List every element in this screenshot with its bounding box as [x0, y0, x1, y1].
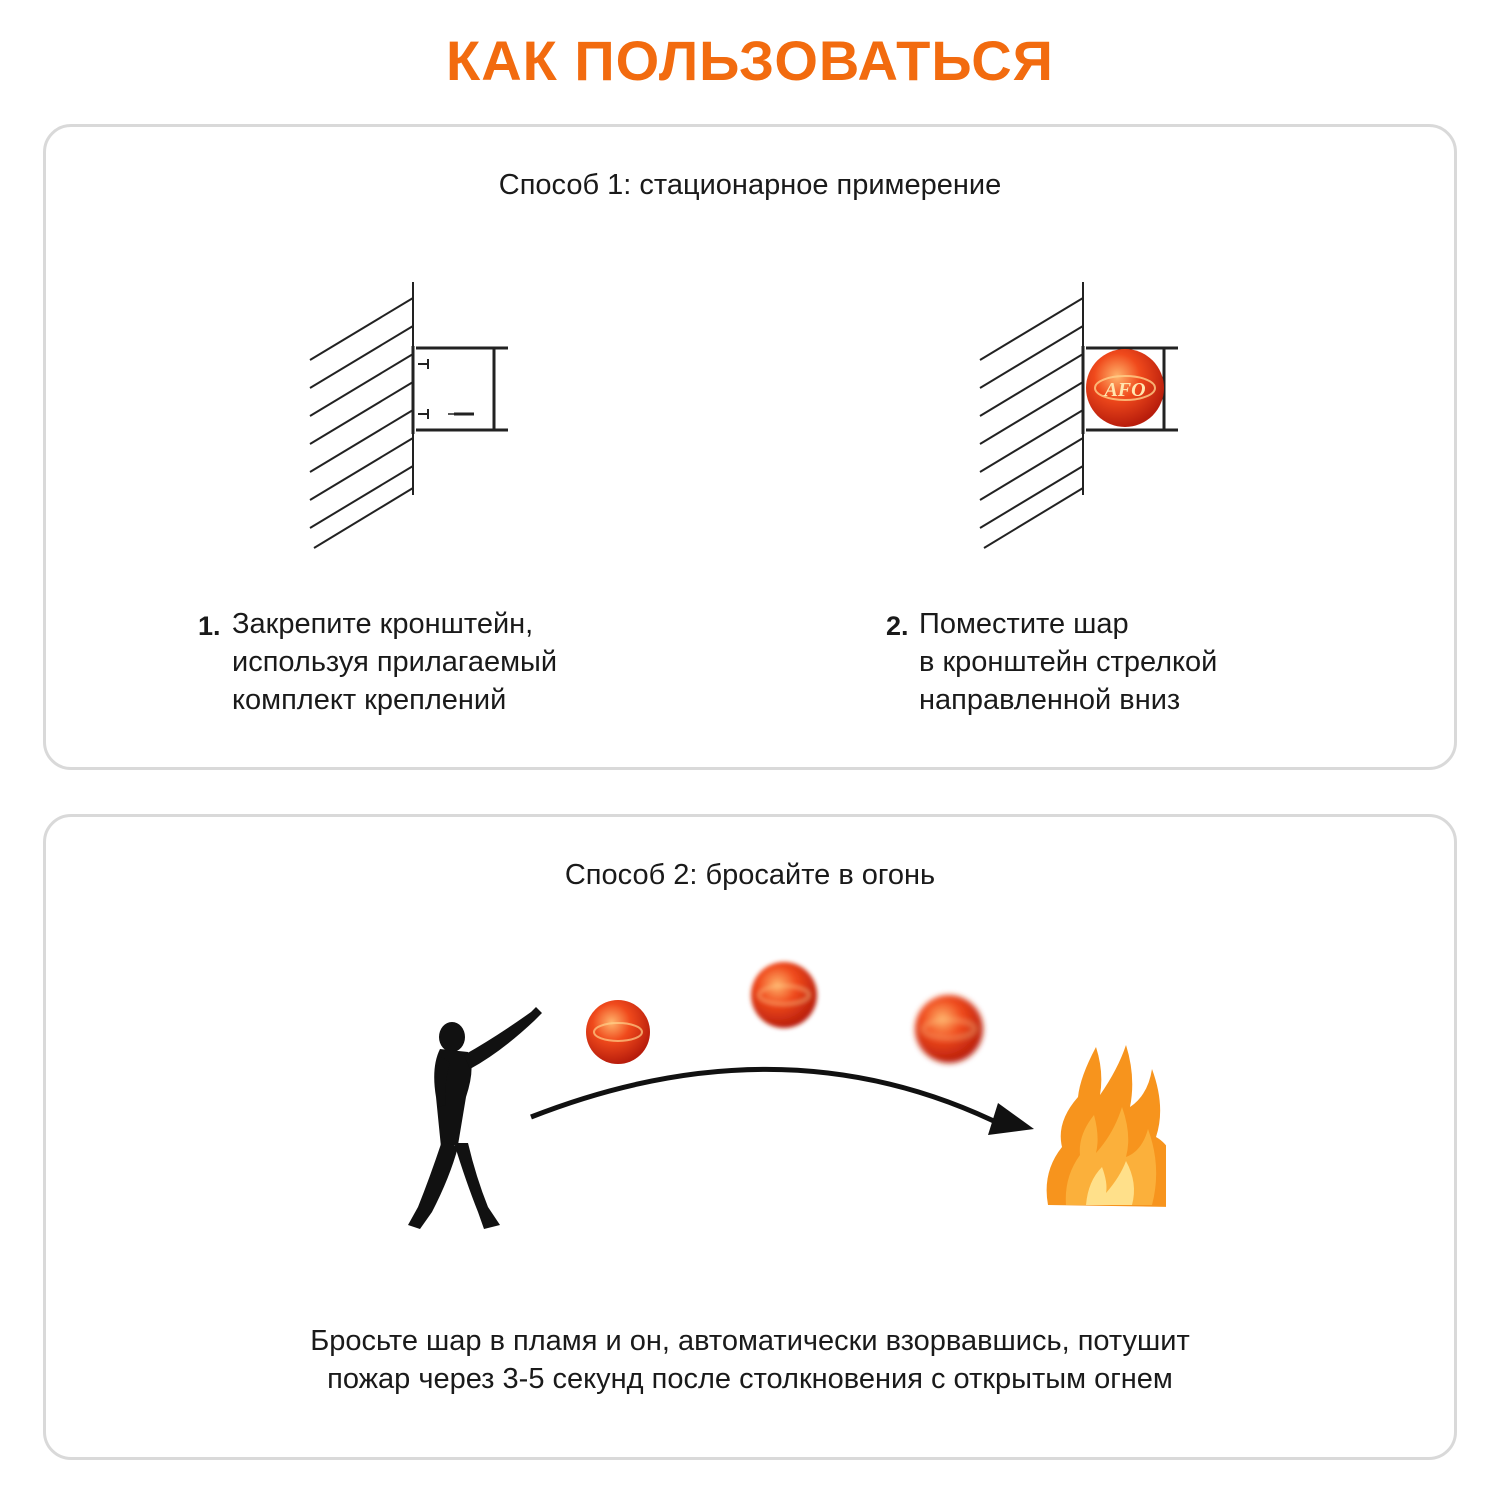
step-2-line-1: Поместите шар	[919, 608, 1129, 640]
step-1-line-3: комплект креплений	[232, 684, 507, 716]
method1-heading: Способ 1: стационарное примерение	[498, 169, 1002, 201]
flying-ball-2	[751, 962, 817, 1028]
step-2-number: 2.	[886, 611, 909, 641]
method2-panel	[43, 814, 1457, 1460]
step-2-line-2: в кронштейн стрелкой	[919, 646, 1218, 678]
caption-line-1: Бросьте шар в пламя и он, автоматически взорвавшись, потушит	[310, 1325, 1190, 1357]
step-1-line-2: используя прилагаемый	[232, 646, 558, 678]
flying-ball-1	[586, 1000, 650, 1064]
step-2-line-3: направленной вниз	[919, 684, 1181, 716]
method2-heading: Способ 2: бросайте в огонь	[564, 859, 936, 891]
wall-bracket-icon	[308, 280, 528, 550]
ball-label: AFO	[1104, 379, 1146, 401]
step-1-number: 1.	[198, 611, 221, 641]
ball-in-bracket-icon	[978, 280, 1198, 550]
caption-line-2: пожар через 3-5 секунд после столкновения с открытым огнем	[327, 1363, 1173, 1395]
method2-caption	[46, 1322, 1454, 1398]
method1-panel	[43, 124, 1457, 770]
flying-ball-3	[915, 995, 983, 1063]
trajectory-arrow-icon	[531, 1069, 1034, 1135]
thrower-silhouette-icon	[408, 1007, 542, 1229]
throw-illustration	[366, 957, 1166, 1247]
fire-icon	[1047, 1045, 1166, 1207]
step-1-line-1: Закрепите кронштейн,	[232, 608, 534, 640]
page-title: КАК ПОЛЬЗОВАТЬСЯ	[446, 29, 1054, 92]
